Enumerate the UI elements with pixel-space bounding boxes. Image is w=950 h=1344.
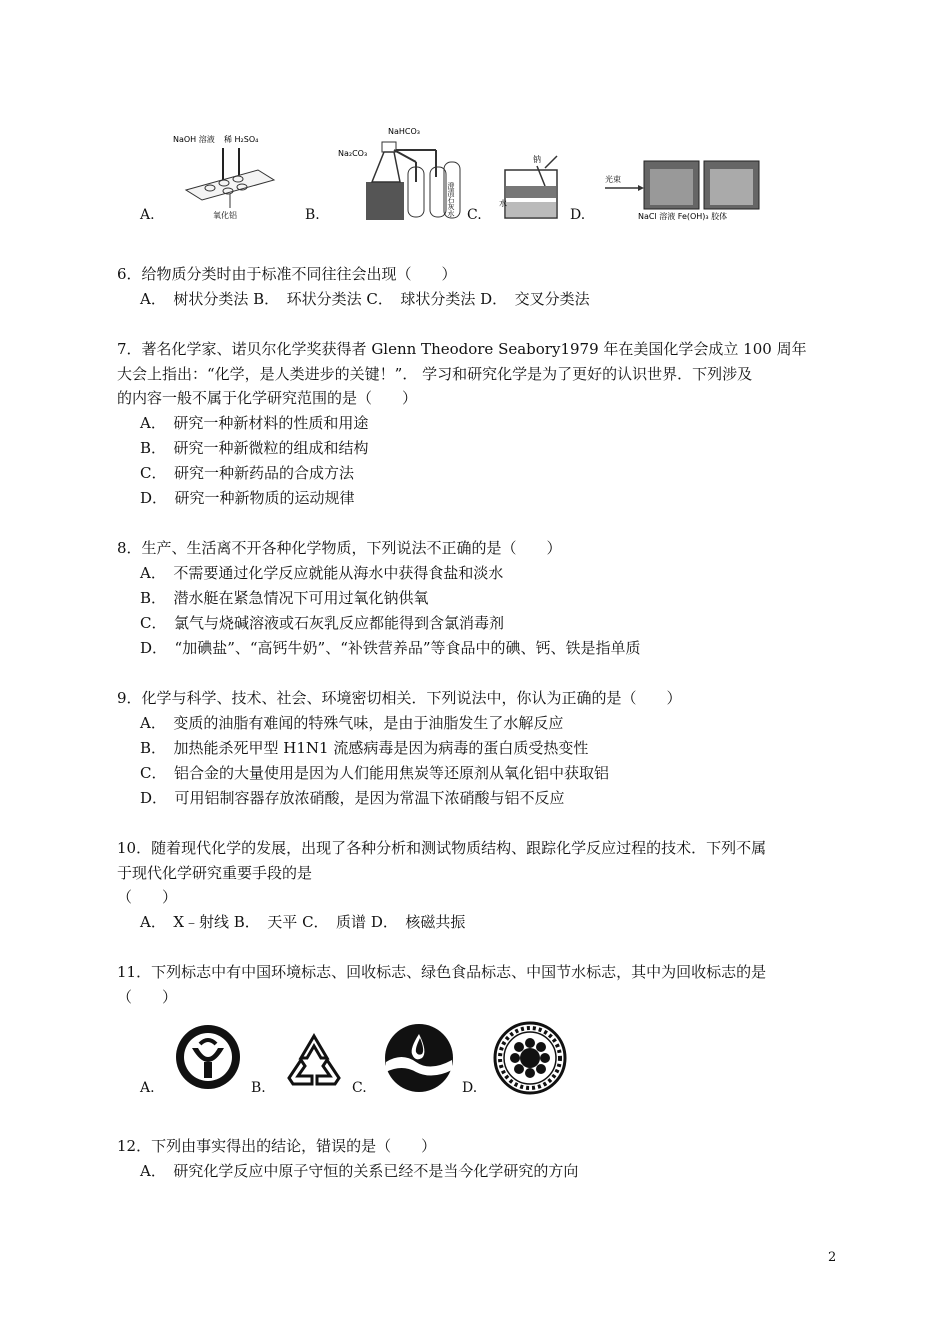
q11-recycling-logo [283, 1030, 345, 1090]
q8-option-a: A． 不需要通过化学反应就能从海水中获得食盐和淡水 [140, 564, 504, 582]
q5-option-c-label: C. [467, 207, 482, 223]
q8-option-d: D． “加碘盐”、“高钙牛奶”、“补铁营养品”等食品中的碘、钙、铁是指单质 [140, 639, 641, 657]
q12-stem: 12．下列由事实得出的结论，错误的是（ ） [117, 1137, 437, 1155]
q5-d-solutions-label: NaCl 溶液 Fe(OH)₃ 胶体 [638, 212, 728, 221]
q5-option-a-label: A. [140, 207, 155, 223]
q11-option-d-label: D. [462, 1080, 478, 1096]
q5-a-alumina-label: 氧化铝 [213, 211, 237, 220]
q5-c-sodium-label: 钠 [533, 155, 541, 164]
q5-a-h2so4-label: 稀 H₂SO₄ [224, 135, 259, 144]
q5-option-b-label: B. [305, 207, 320, 223]
q7-stem-line-2: 大会上指出：“化学，是人类进步的关键！”． 学习和研究化学是为了更好的认识世界．下列涉及 [117, 365, 753, 383]
q11-green-food-logo [172, 1022, 244, 1092]
q9-option-a: A． 变质的油脂有难闻的特殊气味，是由于油脂发生了水解反应 [140, 714, 564, 732]
q5-b-limewater-label: 澄清石灰水 [447, 182, 455, 217]
q11-option-b-label: B. [251, 1080, 266, 1096]
q11-option-c-label: C. [352, 1080, 367, 1096]
q5-a-naoh-label: NaOH 溶液 [173, 135, 215, 144]
q12-option-a: A． 研究化学反应中原子守恒的关系已经不是当今化学研究的方向 [140, 1162, 579, 1180]
q7-stem-line-3: 的内容一般不属于化学研究范围的是（ ） [117, 389, 418, 407]
q9-option-c: C． 铝合金的大量使用是因为人们能用焦炭等还原剂从氧化铝中获取铝 [140, 764, 609, 782]
q8-option-b: B． 潜水艇在紧急情况下可用过氧化钠供氧 [140, 589, 429, 607]
q7-option-a: A． 研究一种新材料的性质和用途 [140, 414, 369, 432]
q11-water-saving-logo [382, 1022, 456, 1094]
q7-stem-line-1: 7．著名化学家、诺贝尔化学奖获得者 Glenn Theodore Seabory1979 年在美国化学会成立 100 周年 [117, 340, 807, 358]
q9-option-d: D． 可用铝制容器存放浓硝酸，是因为常温下浓硝酸与铝不反应 [140, 789, 565, 807]
q7-option-c: C． 研究一种新药品的合成方法 [140, 464, 354, 482]
q8-stem: 8．生产、生活离不开各种化学物质，下列说法不正确的是（ ） [117, 539, 562, 557]
q10-stem-line-1: 10．随着现代化学的发展，出现了各种分析和测试物质结构、跟踪化学反应过程的技术．下列不属 [117, 839, 767, 857]
q11-stem-line-1: 11．下列标志中有中国环境标志、回收标志、绿色食品标志、中国节水标志，其中为回收标志的是 [117, 963, 767, 981]
q9-option-b: B． 加热能杀死甲型 H1N1 流感病毒是因为病毒的蛋白质受热变性 [140, 739, 589, 757]
q6-options: A． 树状分类法 B． 环状分类法 C． 球状分类法 D． 交叉分类法 [140, 290, 590, 308]
q5-d-lightbeam-label: 光束 [605, 175, 621, 184]
q7-option-d: D． 研究一种新物质的运动规律 [140, 489, 355, 507]
q5-b-nahco3-label: NaHCO₃ [388, 127, 420, 136]
q9-stem: 9．化学与科学、技术、社会、环境密切相关．下列说法中，你认为正确的是（ ） [117, 689, 682, 707]
q5-diagram-a-alumina-plate [168, 128, 278, 223]
q5-diagram-d-tyndall-effect [600, 155, 775, 223]
q5-b-na2co3-label: Na₂CO₃ [338, 149, 368, 158]
q5-c-water-label: 水 [499, 199, 507, 208]
q6-stem: 6．给物质分类时由于标准不同往往会出现（ ） [117, 265, 457, 283]
q10-stem-line-2: 于现代化学研究重要手段的是 [117, 864, 313, 882]
q5-diagram-b-bicarbonate-apparatus [336, 122, 466, 224]
q8-option-c: C． 氯气与烧碱溶液或石灰乳反应都能得到含氯消毒剂 [140, 614, 504, 632]
q10-options: A． X﹣射线 B． 天平 C． 质谱 D． 核磁共振 [140, 913, 466, 931]
q5-diagram-c-sodium-water [497, 150, 572, 222]
page-number: 2 [828, 1250, 837, 1265]
q11-option-a-label: A. [140, 1080, 155, 1096]
q5-option-d-label: D. [570, 207, 586, 223]
q7-option-b: B． 研究一种新微粒的组成和结构 [140, 439, 369, 457]
q11-environmental-logo [492, 1020, 568, 1096]
q11-stem-line-2: （ ） [117, 988, 178, 1006]
q10-stem-line-3: （ ） [117, 888, 178, 906]
